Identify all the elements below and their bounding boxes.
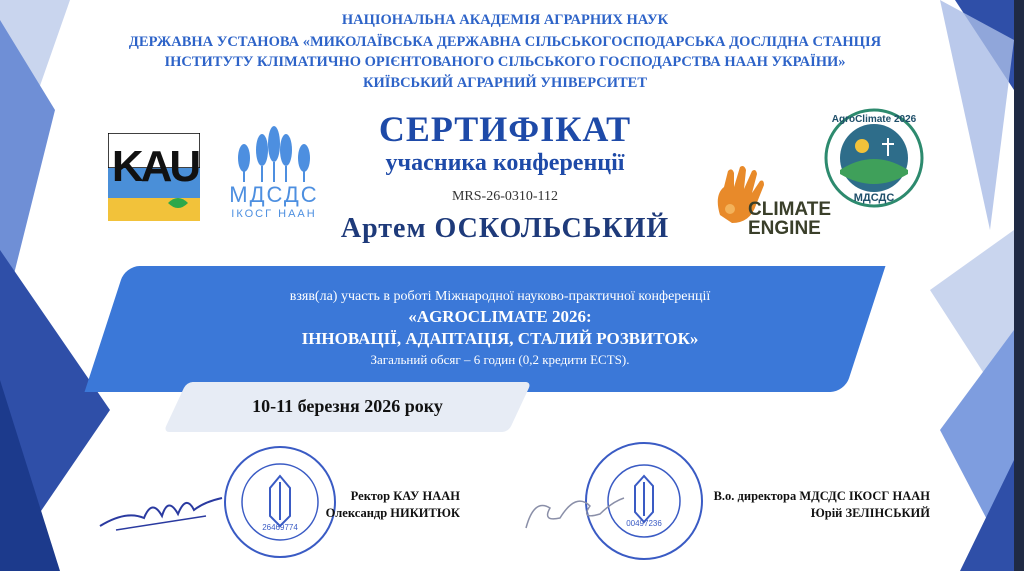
left-stamp-code: 26469774 <box>262 523 298 532</box>
right-signer-block <box>690 488 930 522</box>
climate-engine-text-2: ENGINE <box>748 218 821 239</box>
kau-logo-text: KAU <box>111 142 199 191</box>
agroclimate-ring-text: AgroClimate 2026 <box>831 114 917 125</box>
conference-name-line-1: «AGROCLIMATE 2026: <box>408 307 592 326</box>
left-signature <box>96 480 236 540</box>
right-stamp-code: 00497236 <box>626 519 662 528</box>
header-line-2: ДЕРЖАВНА УСТАНОВА «МИКОЛАЇВСЬКА ДЕРЖАВНА СІЛЬСЬКОГОСПОДАРСЬКА ДОСЛІДНА СТАНЦІЯ <box>128 34 882 50</box>
certificate-subtitle: учасника конференції <box>385 150 625 176</box>
conference-name-line-2: ІННОВАЦІЇ, АДАПТАЦІЯ, СТАЛИЙ РОЗВИТОК» <box>301 329 699 348</box>
header-line-1: НАЦІОНАЛЬНА АКАДЕМІЯ АГРАРНИХ НАУК <box>341 12 669 28</box>
mdsds-logo-main: МДСДС <box>229 182 319 207</box>
banner-intro: взяв(ла) участь в роботі Міжнародної науково-практичної конференції <box>289 289 711 304</box>
recipient-name: Артем ОСКОЛЬСЬКИЙ <box>340 213 670 244</box>
header-line-4: КИЇВСЬКИЙ АГРАРНИЙ УНІВЕРСИТЕТ <box>362 75 648 91</box>
certificate-title: СЕРТИФІКАТ <box>378 109 632 149</box>
left-signer-block <box>300 488 460 522</box>
right-signer-title: В.о. директора МДСДС ІКОСГ НААН <box>713 489 930 503</box>
right-signature <box>520 478 630 538</box>
banner-volume: Загальний обсяг – 6 годин (0,2 кредити ECTS). <box>370 352 630 367</box>
mdsds-logo-sub: ІКОСГ НААН <box>231 208 317 220</box>
agroclimate-bottom-text: МДСДС <box>853 192 895 204</box>
header-line-3: ІНСТИТУТУ КЛІМАТИЧНО ОРІЄНТОВАНОГО СІЛЬСЬКОГО ГОСПОДАРСТВА НААН УКРАЇНИ» <box>164 54 846 70</box>
left-signer-title: Ректор КАУ НААН <box>350 489 460 503</box>
climate-engine-logo <box>710 165 850 240</box>
left-signer-name: Олександр НИКИТЮК <box>325 506 460 520</box>
right-signer-name: Юрій ЗЕЛІНСЬКИЙ <box>810 506 930 520</box>
conference-date: 10-11 березня 2026 року <box>252 396 443 416</box>
climate-engine-text-1: CLIMATE <box>748 199 832 220</box>
certificate-code: MRS-26-0310-112 <box>451 189 559 204</box>
